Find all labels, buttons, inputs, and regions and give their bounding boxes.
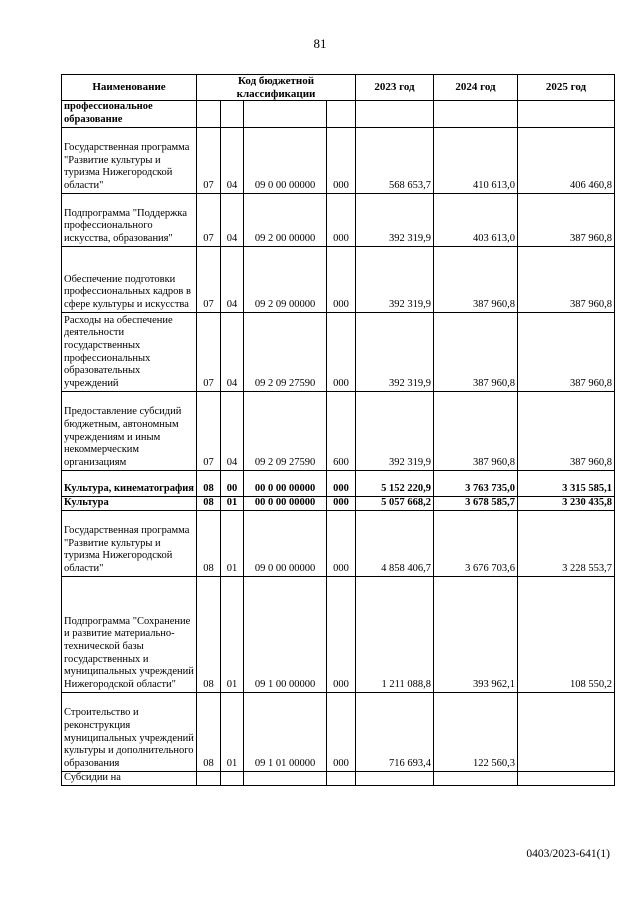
row-2025: 387 960,8 — [518, 246, 615, 312]
row-csr: 09 2 09 00000 — [244, 246, 327, 312]
row-vr — [327, 771, 356, 785]
row-pr: 01 — [221, 496, 244, 510]
row-name: Культура, кинематография — [62, 470, 197, 496]
row-pr — [221, 101, 244, 127]
table-row — [62, 391, 615, 470]
row-name: Субсидии на — [62, 771, 197, 785]
header-2023: 2023 год — [356, 75, 434, 101]
row-2025: 387 960,8 — [518, 391, 615, 470]
row-pr — [221, 771, 244, 785]
row-pr: 04 — [221, 391, 244, 470]
row-2023 — [356, 771, 434, 785]
row-rz: 07 — [197, 193, 221, 246]
row-rz: 08 — [197, 470, 221, 496]
row-2024: 387 960,8 — [434, 312, 518, 391]
budget-table — [61, 74, 615, 786]
table-row — [62, 771, 615, 785]
row-name: Подпрограмма "Поддержка профессионального искусства, образования" — [62, 193, 197, 246]
row-name: Подпрограмма "Сохранение и развитие материально-технической базы государственных и муниципальных учреждений Нижегородской области" — [62, 576, 197, 692]
page-number: 81 — [313, 36, 327, 51]
table-row — [62, 127, 615, 193]
row-2025: 3 228 553,7 — [518, 510, 615, 576]
table-row — [62, 312, 615, 391]
row-rz: 08 — [197, 576, 221, 692]
row-csr: 09 1 00 00000 — [244, 576, 327, 692]
row-2025 — [518, 101, 615, 127]
row-2023: 716 693,4 — [356, 692, 434, 771]
table-row — [62, 101, 615, 127]
row-csr: 09 2 09 27590 — [244, 391, 327, 470]
row-vr: 000 — [327, 246, 356, 312]
row-csr: 09 2 09 27590 — [244, 312, 327, 391]
row-2024: 410 613,0 — [434, 127, 518, 193]
row-name: Государственная программа "Развитие культуры и туризма Нижегородской области" — [62, 127, 197, 193]
header-code: Код бюджетной классификации — [197, 75, 356, 101]
row-vr: 000 — [327, 510, 356, 576]
row-2024 — [434, 771, 518, 785]
table-row — [62, 496, 615, 510]
row-vr: 000 — [327, 312, 356, 391]
row-rz — [197, 101, 221, 127]
row-csr — [244, 101, 327, 127]
table-row — [62, 246, 615, 312]
row-2024: 387 960,8 — [434, 391, 518, 470]
row-vr: 000 — [327, 496, 356, 510]
row-csr: 00 0 00 00000 — [244, 470, 327, 496]
row-vr — [327, 101, 356, 127]
row-pr: 04 — [221, 127, 244, 193]
row-2024: 403 613,0 — [434, 193, 518, 246]
row-pr: 01 — [221, 576, 244, 692]
row-name: Строительство и реконструкция муниципальных учреждений культуры и дополнительного образования — [62, 692, 197, 771]
row-2024: 3 678 585,7 — [434, 496, 518, 510]
row-2023: 392 319,9 — [356, 193, 434, 246]
row-pr: 01 — [221, 510, 244, 576]
row-name: Культура — [62, 496, 197, 510]
row-2023: 568 653,7 — [356, 127, 434, 193]
row-2025: 387 960,8 — [518, 312, 615, 391]
row-name: Предоставление субсидий бюджетным, автономным учреждениям и иным некоммерческим организациям — [62, 391, 197, 470]
row-csr: 09 0 00 00000 — [244, 510, 327, 576]
row-2024: 387 960,8 — [434, 246, 518, 312]
row-vr: 000 — [327, 193, 356, 246]
row-rz: 08 — [197, 692, 221, 771]
row-csr: 09 1 01 00000 — [244, 692, 327, 771]
row-name: профессиональное образование — [62, 101, 197, 127]
row-vr: 000 — [327, 127, 356, 193]
row-name: Обеспечение подготовки профессиональных кадров в сфере культуры и искусства — [62, 246, 197, 312]
row-2025: 3 315 585,1 — [518, 470, 615, 496]
row-2023: 392 319,9 — [356, 391, 434, 470]
row-rz: 07 — [197, 391, 221, 470]
row-2025: 108 550,2 — [518, 576, 615, 692]
row-rz: 07 — [197, 127, 221, 193]
row-name: Расходы на обеспечение деятельности государственных профессиональных образовательных учреждений — [62, 312, 197, 391]
row-rz — [197, 771, 221, 785]
row-vr: 000 — [327, 576, 356, 692]
header-2025: 2025 год — [518, 75, 615, 101]
row-2025: 406 460,8 — [518, 127, 615, 193]
row-2024: 3 763 735,0 — [434, 470, 518, 496]
row-vr: 600 — [327, 391, 356, 470]
table-row — [62, 470, 615, 496]
row-2024: 3 676 703,6 — [434, 510, 518, 576]
row-rz: 07 — [197, 312, 221, 391]
row-pr: 04 — [221, 312, 244, 391]
row-2025 — [518, 771, 615, 785]
row-2023 — [356, 101, 434, 127]
row-pr: 01 — [221, 692, 244, 771]
row-rz: 08 — [197, 510, 221, 576]
header-2024: 2024 год — [434, 75, 518, 101]
row-2025: 3 230 435,8 — [518, 496, 615, 510]
row-vr: 000 — [327, 692, 356, 771]
table-header-row — [62, 75, 615, 101]
header-name: Наименование — [62, 75, 197, 101]
row-rz: 07 — [197, 246, 221, 312]
row-2023: 1 211 088,8 — [356, 576, 434, 692]
row-2023: 5 152 220,9 — [356, 470, 434, 496]
row-2024 — [434, 101, 518, 127]
table-row — [62, 193, 615, 246]
table-row — [62, 510, 615, 576]
row-2024: 122 560,3 — [434, 692, 518, 771]
row-2023: 4 858 406,7 — [356, 510, 434, 576]
row-vr: 000 — [327, 470, 356, 496]
row-pr: 04 — [221, 246, 244, 312]
row-csr: 00 0 00 00000 — [244, 496, 327, 510]
row-pr: 00 — [221, 470, 244, 496]
row-csr — [244, 771, 327, 785]
row-csr: 09 2 00 00000 — [244, 193, 327, 246]
table-row — [62, 576, 615, 692]
row-2023: 392 319,9 — [356, 246, 434, 312]
row-pr: 04 — [221, 193, 244, 246]
row-2023: 5 057 668,2 — [356, 496, 434, 510]
row-csr: 09 0 00 00000 — [244, 127, 327, 193]
table-row — [62, 692, 615, 771]
row-2024: 393 962,1 — [434, 576, 518, 692]
row-2025 — [518, 692, 615, 771]
row-2025: 387 960,8 — [518, 193, 615, 246]
document-code: 0403/2023-641(1) — [526, 848, 610, 860]
row-2023: 392 319,9 — [356, 312, 434, 391]
row-rz: 08 — [197, 496, 221, 510]
row-name: Государственная программа "Развитие культуры и туризма Нижегородской области" — [62, 510, 197, 576]
